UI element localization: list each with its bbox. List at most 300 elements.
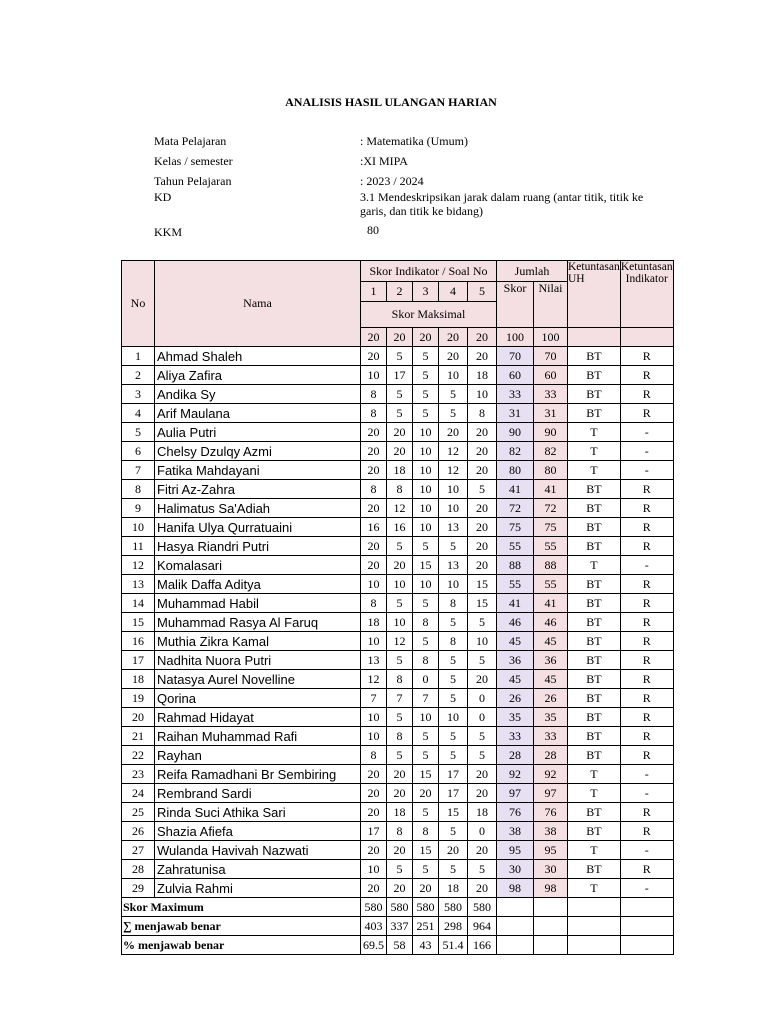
row-skor: 28 (497, 746, 534, 765)
row-score-5: 20 (468, 537, 497, 556)
row-ketuntasan-indikator: R (620, 404, 673, 423)
row-nama: Zahratunisa (155, 860, 361, 879)
row-nilai: 55 (534, 575, 568, 594)
row-nilai: 30 (534, 860, 568, 879)
summary-value-4: 51.4 (439, 936, 468, 955)
row-score-1: 20 (361, 879, 387, 898)
row-ketuntasan-uh: BT (568, 613, 621, 632)
row-score-1: 20 (361, 461, 387, 480)
row-skor: 55 (497, 575, 534, 594)
row-skor: 55 (497, 537, 534, 556)
row-skor: 36 (497, 651, 534, 670)
row-score-5: 20 (468, 499, 497, 518)
table-row (122, 537, 674, 556)
row-skor: 35 (497, 708, 534, 727)
row-score-2: 18 (387, 803, 413, 822)
row-score-1: 8 (361, 385, 387, 404)
summary-empty (568, 936, 621, 955)
row-score-1: 20 (361, 537, 387, 556)
summary-value-1: 69.5 (361, 936, 387, 955)
row-ketuntasan-indikator: R (620, 803, 673, 822)
row-score-1: 10 (361, 727, 387, 746)
row-ketuntasan-uh: BT (568, 803, 621, 822)
row-nama: Rinda Suci Athika Sari (155, 803, 361, 822)
row-skor: 33 (497, 727, 534, 746)
row-nilai: 41 (534, 480, 568, 499)
row-score-3: 5 (413, 347, 439, 366)
row-ketuntasan-uh: BT (568, 670, 621, 689)
row-score-3: 10 (413, 499, 439, 518)
row-skor: 70 (497, 347, 534, 366)
header-no: No (122, 261, 155, 347)
row-nama: Muhammad Rasya Al Faruq (155, 613, 361, 632)
row-ketuntasan-uh: BT (568, 404, 621, 423)
table-row (122, 594, 674, 613)
summary-empty (534, 898, 568, 917)
row-ketuntasan-uh: BT (568, 480, 621, 499)
row-ketuntasan-indikator: R (620, 708, 673, 727)
row-ketuntasan-indikator: R (620, 347, 673, 366)
row-score-4: 5 (439, 860, 468, 879)
header-jumlah: Jumlah (497, 261, 568, 282)
max-skor: 100 (497, 328, 534, 347)
row-score-1: 17 (361, 822, 387, 841)
row-ketuntasan-indikator: - (620, 556, 673, 575)
table-row (122, 803, 674, 822)
row-score-4: 12 (439, 442, 468, 461)
row-ketuntasan-uh: T (568, 442, 621, 461)
row-score-3: 10 (413, 480, 439, 499)
row-skor: 30 (497, 860, 534, 879)
row-score-4: 13 (439, 556, 468, 575)
row-score-2: 5 (387, 708, 413, 727)
row-score-3: 10 (413, 708, 439, 727)
row-score-4: 20 (439, 841, 468, 860)
row-score-5: 5 (468, 651, 497, 670)
row-no: 8 (122, 480, 155, 499)
row-score-2: 12 (387, 632, 413, 651)
row-nilai: 60 (534, 366, 568, 385)
row-score-2: 5 (387, 651, 413, 670)
header-skor-indikator: Skor Indikator / Soal No (361, 261, 497, 282)
row-no: 29 (122, 879, 155, 898)
row-score-5: 0 (468, 689, 497, 708)
summary-value-5: 964 (468, 917, 497, 936)
row-no: 5 (122, 423, 155, 442)
header-nilai: Nilai (534, 282, 568, 328)
row-score-2: 20 (387, 423, 413, 442)
row-score-4: 13 (439, 518, 468, 537)
summary-row (122, 917, 674, 936)
row-score-3: 5 (413, 385, 439, 404)
row-ketuntasan-indikator: R (620, 594, 673, 613)
row-score-2: 5 (387, 860, 413, 879)
row-score-2: 20 (387, 841, 413, 860)
row-score-4: 10 (439, 480, 468, 499)
row-nilai: 45 (534, 670, 568, 689)
header-ketuntasan-uh: Ketuntasan UH (568, 261, 621, 328)
summary-row (122, 898, 674, 917)
summary-empty (568, 917, 621, 936)
table-row (122, 632, 674, 651)
row-score-5: 5 (468, 613, 497, 632)
header-ketuntasan-indikator: Ketuntasan Indikator (620, 261, 673, 328)
summary-empty (534, 917, 568, 936)
summary-label: ∑ menjawab benar (122, 917, 361, 936)
row-nilai: 76 (534, 803, 568, 822)
row-score-4: 20 (439, 347, 468, 366)
summary-empty (497, 917, 534, 936)
row-score-5: 5 (468, 480, 497, 499)
summary-value-4: 580 (439, 898, 468, 917)
row-score-5: 5 (468, 746, 497, 765)
row-score-1: 10 (361, 632, 387, 651)
row-no: 19 (122, 689, 155, 708)
row-ketuntasan-indikator: R (620, 613, 673, 632)
row-score-3: 10 (413, 461, 439, 480)
row-score-1: 20 (361, 803, 387, 822)
row-score-2: 20 (387, 784, 413, 803)
row-skor: 26 (497, 689, 534, 708)
row-score-2: 10 (387, 575, 413, 594)
row-nama: Qorina (155, 689, 361, 708)
table-row (122, 613, 674, 632)
info-value-kkm: 80 (367, 223, 379, 237)
row-score-5: 18 (468, 803, 497, 822)
row-ketuntasan-indikator: - (620, 765, 673, 784)
row-nilai: 28 (534, 746, 568, 765)
table-row (122, 784, 674, 803)
row-ketuntasan-uh: T (568, 841, 621, 860)
row-skor: 31 (497, 404, 534, 423)
row-ketuntasan-uh: BT (568, 575, 621, 594)
row-score-3: 8 (413, 822, 439, 841)
row-nama: Wulanda Havivah Nazwati (155, 841, 361, 860)
row-score-4: 10 (439, 499, 468, 518)
row-score-4: 10 (439, 708, 468, 727)
row-nama: Fitri Az-Zahra (155, 480, 361, 499)
row-score-4: 5 (439, 727, 468, 746)
row-nama: Malik Daffa Aditya (155, 575, 361, 594)
row-score-5: 8 (468, 404, 497, 423)
row-score-5: 5 (468, 860, 497, 879)
row-score-3: 10 (413, 442, 439, 461)
row-nilai: 31 (534, 404, 568, 423)
row-ketuntasan-uh: BT (568, 727, 621, 746)
summary-value-5: 580 (468, 898, 497, 917)
row-score-5: 20 (468, 879, 497, 898)
summary-empty (497, 898, 534, 917)
summary-empty (534, 936, 568, 955)
table-row (122, 708, 674, 727)
row-nama: Chelsy Dzulqy Azmi (155, 442, 361, 461)
row-ketuntasan-uh: BT (568, 651, 621, 670)
row-nama: Shazia Afiefa (155, 822, 361, 841)
row-nama: Halimatus Sa'Adiah (155, 499, 361, 518)
row-score-3: 20 (413, 784, 439, 803)
row-score-2: 5 (387, 404, 413, 423)
row-score-4: 5 (439, 404, 468, 423)
summary-value-4: 298 (439, 917, 468, 936)
table-row (122, 404, 674, 423)
row-score-4: 5 (439, 670, 468, 689)
row-skor: 97 (497, 784, 534, 803)
row-nilai: 41 (534, 594, 568, 613)
table-row (122, 822, 674, 841)
row-score-4: 5 (439, 385, 468, 404)
row-score-3: 5 (413, 366, 439, 385)
row-score-1: 12 (361, 670, 387, 689)
row-skor: 76 (497, 803, 534, 822)
row-nilai: 97 (534, 784, 568, 803)
row-no: 27 (122, 841, 155, 860)
row-nilai: 88 (534, 556, 568, 575)
row-score-3: 15 (413, 556, 439, 575)
header-skor: Skor (497, 282, 534, 328)
analysis-table (121, 260, 674, 955)
row-nama: Rahmad Hidayat (155, 708, 361, 727)
row-no: 22 (122, 746, 155, 765)
row-no: 24 (122, 784, 155, 803)
row-skor: 80 (497, 461, 534, 480)
row-nama: Raihan Muhammad Rafi (155, 727, 361, 746)
row-score-5: 10 (468, 385, 497, 404)
row-score-2: 20 (387, 556, 413, 575)
row-score-1: 10 (361, 366, 387, 385)
header-nama: Nama (155, 261, 361, 347)
row-score-4: 8 (439, 632, 468, 651)
row-nama: Komalasari (155, 556, 361, 575)
row-score-3: 5 (413, 803, 439, 822)
row-ketuntasan-indikator: R (620, 670, 673, 689)
row-no: 3 (122, 385, 155, 404)
row-ketuntasan-uh: T (568, 423, 621, 442)
row-score-3: 10 (413, 423, 439, 442)
row-ketuntasan-indikator: R (620, 537, 673, 556)
row-score-4: 10 (439, 575, 468, 594)
row-ketuntasan-uh: BT (568, 860, 621, 879)
table-row (122, 442, 674, 461)
row-skor: 41 (497, 480, 534, 499)
row-ketuntasan-indikator: - (620, 442, 673, 461)
row-nilai: 75 (534, 518, 568, 537)
row-nilai: 26 (534, 689, 568, 708)
row-score-3: 5 (413, 860, 439, 879)
info-label-kd: KD (154, 190, 172, 204)
row-nama: Hasya Riandri Putri (155, 537, 361, 556)
row-ketuntasan-indikator: R (620, 366, 673, 385)
row-skor: 72 (497, 499, 534, 518)
row-score-5: 20 (468, 784, 497, 803)
row-ketuntasan-uh: BT (568, 822, 621, 841)
row-ketuntasan-uh: BT (568, 366, 621, 385)
row-nilai: 46 (534, 613, 568, 632)
row-nama: Muhammad Habil (155, 594, 361, 613)
row-nilai: 33 (534, 385, 568, 404)
row-nama: Aulia Putri (155, 423, 361, 442)
row-ketuntasan-indikator: - (620, 784, 673, 803)
row-nilai: 38 (534, 822, 568, 841)
row-ketuntasan-uh: BT (568, 499, 621, 518)
max-2: 20 (387, 328, 413, 347)
table-row (122, 746, 674, 765)
row-ketuntasan-uh: T (568, 765, 621, 784)
summary-empty (568, 898, 621, 917)
table-row (122, 518, 674, 537)
row-score-2: 8 (387, 480, 413, 499)
row-score-1: 13 (361, 651, 387, 670)
row-nilai: 90 (534, 423, 568, 442)
table-row (122, 727, 674, 746)
row-score-2: 5 (387, 537, 413, 556)
row-ketuntasan-uh: T (568, 556, 621, 575)
row-skor: 45 (497, 632, 534, 651)
row-score-1: 10 (361, 708, 387, 727)
info-label-kkm: KKM (154, 225, 183, 239)
row-score-5: 20 (468, 423, 497, 442)
row-nilai: 82 (534, 442, 568, 461)
row-score-3: 5 (413, 404, 439, 423)
row-score-4: 5 (439, 651, 468, 670)
table-row (122, 499, 674, 518)
row-score-2: 18 (387, 461, 413, 480)
row-no: 2 (122, 366, 155, 385)
row-score-4: 5 (439, 613, 468, 632)
row-no: 9 (122, 499, 155, 518)
row-skor: 82 (497, 442, 534, 461)
summary-value-3: 43 (413, 936, 439, 955)
row-score-3: 7 (413, 689, 439, 708)
table-row (122, 423, 674, 442)
row-nilai: 45 (534, 632, 568, 651)
row-no: 21 (122, 727, 155, 746)
row-nilai: 35 (534, 708, 568, 727)
row-skor: 88 (497, 556, 534, 575)
row-score-2: 8 (387, 670, 413, 689)
row-nama: Muthia Zikra Kamal (155, 632, 361, 651)
row-score-2: 8 (387, 822, 413, 841)
table-row (122, 651, 674, 670)
info-value-mapel: : Matematika (Umum) (360, 134, 468, 148)
row-ketuntasan-uh: BT (568, 689, 621, 708)
row-score-4: 5 (439, 537, 468, 556)
row-ketuntasan-indikator: - (620, 461, 673, 480)
row-nilai: 95 (534, 841, 568, 860)
row-score-4: 15 (439, 803, 468, 822)
row-score-3: 0 (413, 670, 439, 689)
table-row (122, 765, 674, 784)
row-ketuntasan-uh: BT (568, 746, 621, 765)
row-no: 13 (122, 575, 155, 594)
row-score-1: 20 (361, 423, 387, 442)
row-score-2: 5 (387, 594, 413, 613)
summary-value-2: 58 (387, 936, 413, 955)
row-ketuntasan-indikator: R (620, 499, 673, 518)
row-no: 4 (122, 404, 155, 423)
row-nilai: 33 (534, 727, 568, 746)
summary-value-2: 337 (387, 917, 413, 936)
row-score-1: 8 (361, 746, 387, 765)
row-score-3: 8 (413, 651, 439, 670)
row-ketuntasan-indikator: - (620, 423, 673, 442)
row-score-3: 15 (413, 841, 439, 860)
summary-empty (620, 917, 673, 936)
max-uh-empty (568, 328, 621, 347)
row-nama: Ahmad Shaleh (155, 347, 361, 366)
info-label-mapel: Mata Pelajaran (154, 134, 227, 148)
row-score-1: 18 (361, 613, 387, 632)
row-ketuntasan-indikator: R (620, 822, 673, 841)
row-ketuntasan-uh: BT (568, 385, 621, 404)
summary-empty (620, 898, 673, 917)
max-nilai: 100 (534, 328, 568, 347)
row-nilai: 70 (534, 347, 568, 366)
row-score-3: 5 (413, 594, 439, 613)
max-4: 20 (439, 328, 468, 347)
row-nama: Reifa Ramadhani Br Sembiring (155, 765, 361, 784)
row-nama: Arif Maulana (155, 404, 361, 423)
row-score-5: 18 (468, 366, 497, 385)
row-skor: 46 (497, 613, 534, 632)
row-ketuntasan-uh: BT (568, 537, 621, 556)
row-score-4: 5 (439, 822, 468, 841)
summary-label: % menjawab benar (122, 936, 361, 955)
row-score-2: 5 (387, 385, 413, 404)
row-score-5: 20 (468, 442, 497, 461)
row-score-2: 8 (387, 727, 413, 746)
row-score-2: 7 (387, 689, 413, 708)
row-score-5: 5 (468, 727, 497, 746)
row-score-5: 20 (468, 670, 497, 689)
row-ketuntasan-uh: T (568, 879, 621, 898)
max-ind-empty (620, 328, 673, 347)
row-no: 11 (122, 537, 155, 556)
table-row (122, 366, 674, 385)
row-ketuntasan-indikator: R (620, 480, 673, 499)
table-row (122, 347, 674, 366)
row-skor: 41 (497, 594, 534, 613)
row-score-2: 20 (387, 442, 413, 461)
row-no: 17 (122, 651, 155, 670)
row-no: 26 (122, 822, 155, 841)
row-no: 28 (122, 860, 155, 879)
row-ketuntasan-indikator: R (620, 385, 673, 404)
row-score-4: 5 (439, 689, 468, 708)
summary-empty (620, 936, 673, 955)
summary-empty (497, 936, 534, 955)
row-score-5: 20 (468, 461, 497, 480)
row-ketuntasan-uh: BT (568, 632, 621, 651)
header-soal-5: 5 (468, 282, 497, 302)
row-score-4: 12 (439, 461, 468, 480)
row-no: 25 (122, 803, 155, 822)
row-no: 15 (122, 613, 155, 632)
row-score-5: 10 (468, 632, 497, 651)
row-nama: Andika Sy (155, 385, 361, 404)
row-score-4: 8 (439, 594, 468, 613)
row-ketuntasan-uh: BT (568, 594, 621, 613)
row-score-4: 17 (439, 784, 468, 803)
row-score-1: 10 (361, 860, 387, 879)
row-skor: 98 (497, 879, 534, 898)
row-nilai: 98 (534, 879, 568, 898)
row-nilai: 80 (534, 461, 568, 480)
row-ketuntasan-indikator: R (620, 727, 673, 746)
row-score-3: 5 (413, 727, 439, 746)
header-soal-2: 2 (387, 282, 413, 302)
row-score-5: 15 (468, 575, 497, 594)
row-score-1: 10 (361, 575, 387, 594)
